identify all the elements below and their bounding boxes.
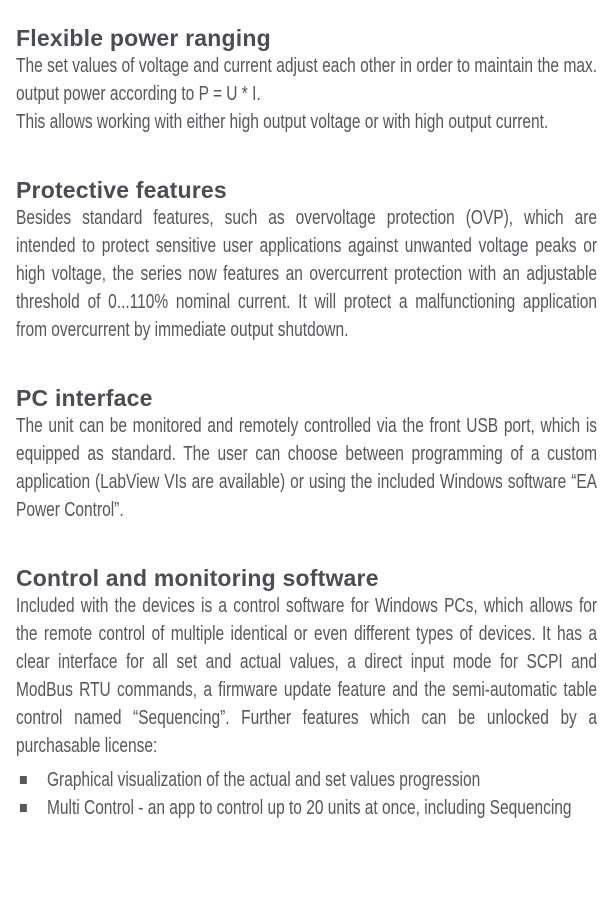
section-heading: Control and monitoring software — [16, 565, 379, 591]
paragraph: This allows working with either high output voltage or with high output current. — [16, 111, 549, 133]
list-item-text: Graphical visualization of the actual and set values progression — [46, 769, 481, 791]
bullet-square-icon — [20, 776, 27, 784]
section-flexible-power-ranging — [16, 24, 612, 136]
paragraph: The unit can be monitored and remotely controlled via the front USB port, which is equipped as standard. The user can choose between programming of a custom application (LabView VIs are available) or using the included Windows software “EA Power Control”. — [16, 415, 598, 521]
paragraph: The set values of voltage and current adjust each other in order to maintain the max. output power according to P = U * I. — [16, 55, 598, 105]
list-item — [16, 766, 597, 794]
bullet-square-icon — [20, 804, 27, 812]
list-item — [16, 794, 597, 822]
paragraph: Included with the devices is a control software for Windows PCs, which allows for the remote control of multiple identical or even different types of devices. It has a clear interface for all set and actual values, a direct input mode for SCPI and ModBus RTU commands, a firmware update feature and the semi-automatic table control named “Sequencing”. Further features which can be unlocked by a purchasable license: — [16, 595, 598, 757]
section-control-and-monitoring-software — [16, 564, 612, 822]
section-pc-interface — [16, 384, 612, 524]
paragraph: Besides standard features, such as overvoltage protection (OVP), which are intended to protect sensitive user applications against unwanted voltage peaks or high voltage, the series now features an overcurrent protection with an adjustable threshold of 0...110% nominal current. It will protect a malfunctioning application from overcurrent by immediate output shutdown. — [16, 207, 598, 341]
section-heading: PC interface — [16, 385, 153, 411]
feature-bullet-list — [16, 766, 597, 822]
section-protective-features — [16, 176, 612, 344]
section-heading: Flexible power ranging — [16, 25, 271, 51]
section-heading: Protective features — [16, 177, 227, 203]
list-item-text: Multi Control - an app to control up to 20 units at once, including Sequencing — [46, 797, 572, 819]
